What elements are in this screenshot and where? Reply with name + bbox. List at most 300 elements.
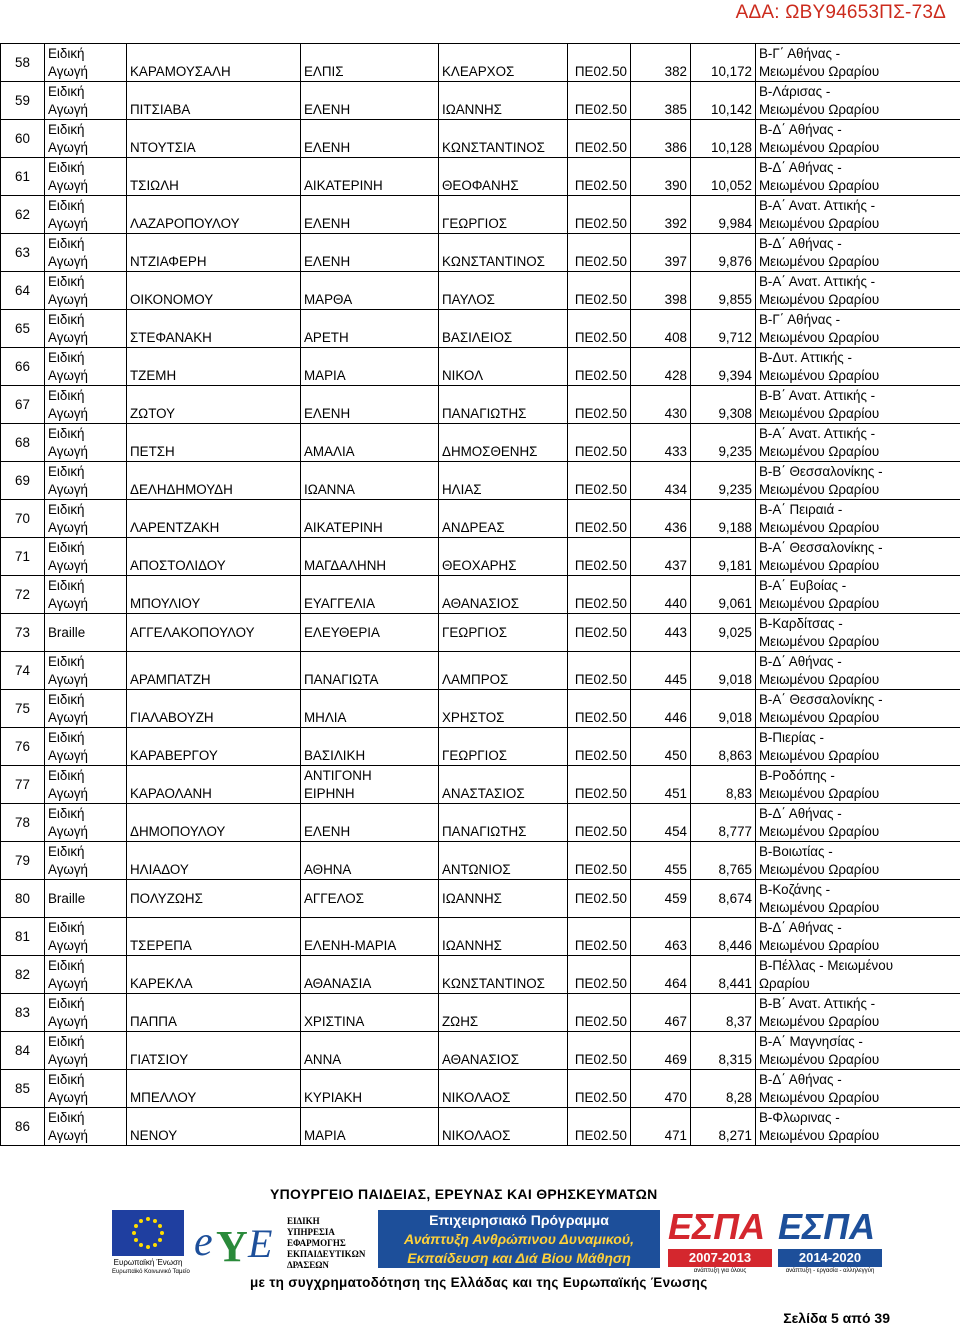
category-line: Ειδική: [48, 844, 85, 859]
eye-logo-icon: [190, 1209, 280, 1269]
surname-cell: ΛΑΖΑΡΟΠΟΥΛΟΥ: [127, 196, 301, 234]
espa-2014-logo: [778, 1206, 882, 1274]
father-name-cell: ΖΩΗΣ: [439, 994, 568, 1032]
district-line: Β-Πέλλας - Μειωμένου: [759, 958, 894, 973]
eu-flag-icon: [112, 1210, 184, 1256]
father-name-cell: ΚΩΝΣΤΑΝΤΙΝΟΣ: [439, 956, 568, 994]
father-name-cell: ΑΝΑΣΤΑΣΙΟΣ: [439, 766, 568, 804]
score-cell: 10,128: [691, 120, 756, 158]
district-line: Μειωμένου Ωραρίου: [759, 900, 880, 915]
table-row: [1, 386, 960, 424]
father-name-cell: ΘΕΟΦΑΝΗΣ: [439, 158, 568, 196]
district-line: Β-Α΄ Ανατ. Αττικής -: [759, 274, 876, 289]
father-name-cell: ΝΙΚΟΛΑΟΣ: [439, 1108, 568, 1146]
district-line: Β-Κοζάνης -: [759, 882, 831, 897]
category-cell: [45, 196, 127, 234]
category-line: Αγωγή: [48, 482, 88, 497]
row-number: 79: [1, 842, 45, 880]
district-line: Μειωμένου Ωραρίου: [759, 406, 880, 421]
category-cell: [45, 766, 127, 804]
category-line: Αγωγή: [48, 330, 88, 345]
table-row: [1, 120, 960, 158]
espa-years: 2007-2013: [668, 1249, 772, 1267]
surname-cell: ΠΕΤΣΗ: [127, 424, 301, 462]
surname-cell: ΜΠΟΥΛΙΟΥ: [127, 576, 301, 614]
district-cell: [756, 1032, 960, 1070]
district-cell: [756, 1070, 960, 1108]
rank-cell: 385: [631, 82, 691, 120]
first-name-cell: ΙΩΑΝΝΑ: [301, 462, 439, 500]
branch-cell: ΠΕ02.50: [568, 1032, 631, 1070]
score-cell: 9,984: [691, 196, 756, 234]
surname-cell: ΛΑΡΕΝΤΖΑΚΗ: [127, 500, 301, 538]
ada-code: ΑΔΑ: ΩΒΥ94653ΠΣ-73Δ: [735, 2, 946, 23]
row-number: 77: [1, 766, 45, 804]
surname-cell: ΣΤΕΦΑΝΑΚΗ: [127, 310, 301, 348]
first-name-cell: ΑΜΑΛΙΑ: [301, 424, 439, 462]
district-line: Μειωμένου Ωραρίου: [759, 216, 880, 231]
row-number: 75: [1, 690, 45, 728]
svg-text:E: E: [248, 1221, 273, 1266]
father-name-cell: ΧΡΗΣΤΟΣ: [439, 690, 568, 728]
first-name-cell: ΕΛΕΥΘΕΡΙΑ: [301, 614, 439, 652]
eye-line: ΕΙΔΙΚΗ: [287, 1216, 320, 1226]
category-line: Ειδική: [48, 312, 85, 327]
first-name-cell: ΕΛΕΝΗ-ΜΑΡΙΑ: [301, 918, 439, 956]
rank-cell: 390: [631, 158, 691, 196]
category-cell: [45, 462, 127, 500]
first-name-cell: ΑΘΑΝΑΣΙΑ: [301, 956, 439, 994]
category-line: Αγωγή: [48, 976, 88, 991]
score-cell: 10,052: [691, 158, 756, 196]
district-line: Β-Δ΄ Αθήνας -: [759, 122, 842, 137]
father-name-cell: ΒΑΣΙΛΕΙΟΣ: [439, 310, 568, 348]
rank-cell: 408: [631, 310, 691, 348]
surname-cell: ΠΟΛΥΖΩΗΣ: [127, 880, 301, 918]
row-number: 70: [1, 500, 45, 538]
eye-line: ΥΠΗΡΕΣΙΑ: [287, 1227, 335, 1237]
category-line: Αγωγή: [48, 368, 88, 383]
district-cell: [756, 272, 960, 310]
score-cell: 8,674: [691, 880, 756, 918]
category-line: Ειδική: [48, 654, 85, 669]
table-row: [1, 462, 960, 500]
rank-cell: 446: [631, 690, 691, 728]
district-cell: [756, 120, 960, 158]
rank-cell: 464: [631, 956, 691, 994]
category-cell: [45, 956, 127, 994]
father-name-cell: ΘΕΟΧΑΡΗΣ: [439, 538, 568, 576]
category-cell: [45, 424, 127, 462]
table-row: [1, 196, 960, 234]
score-cell: 9,855: [691, 272, 756, 310]
surname-cell: ΑΓΓΕΛΑΚΟΠΟΥΛΟΥ: [127, 614, 301, 652]
rank-cell: 470: [631, 1070, 691, 1108]
district-line: Β-Φλωρινας -: [759, 1110, 840, 1125]
district-line: Β-Βοιωτίας -: [759, 844, 833, 859]
score-cell: 8,83: [691, 766, 756, 804]
surname-cell: ΚΑΡΑΜΟΥΣΑΛΗ: [127, 44, 301, 82]
branch-cell: ΠΕ02.50: [568, 386, 631, 424]
eye-line: ΕΚΠΑΙΔΕΥΤΙΚΩΝ: [287, 1249, 366, 1259]
category-cell: [45, 1108, 127, 1146]
first-name-cell: ΜΗΛΙΑ: [301, 690, 439, 728]
district-cell: [756, 500, 960, 538]
district-line: Μειωμένου Ωραρίου: [759, 748, 880, 763]
category-line: Ειδική: [48, 1110, 85, 1125]
row-number: 85: [1, 1070, 45, 1108]
category-line: Ειδική: [48, 388, 85, 403]
first-name-cell: ΜΑΡΙΑ: [301, 348, 439, 386]
district-cell: [756, 766, 960, 804]
table-row: [1, 44, 960, 82]
district-line: Β-Πιερίας -: [759, 730, 824, 745]
district-cell: [756, 804, 960, 842]
district-line: Μειωμένου Ωραρίου: [759, 1014, 880, 1029]
table-row: [1, 918, 960, 956]
table-row: [1, 728, 960, 766]
district-line: Μειωμένου Ωραρίου: [759, 1052, 880, 1067]
table-row: [1, 234, 960, 272]
first-name-cell: ΑΡΕΤΗ: [301, 310, 439, 348]
category-cell: [45, 82, 127, 120]
district-line: Β-Α΄ Ανατ. Αττικής -: [759, 426, 876, 441]
table-row: [1, 956, 960, 994]
district-cell: [756, 462, 960, 500]
score-cell: 8,271: [691, 1108, 756, 1146]
score-cell: 9,876: [691, 234, 756, 272]
program-line-3: Εκπαίδευση και Διά Βίου Μάθηση: [407, 1250, 631, 1266]
surname-cell: ΓΙΑΛΑΒΟΥΖΗ: [127, 690, 301, 728]
father-name-cell: ΝΙΚΟΛ: [439, 348, 568, 386]
espa-2007-logo: [668, 1206, 772, 1274]
father-name-cell: ΠΑΥΛΟΣ: [439, 272, 568, 310]
category-cell: [45, 880, 127, 918]
footer-banner: [0, 1183, 960, 1293]
row-number: 76: [1, 728, 45, 766]
category-cell: [45, 804, 127, 842]
category-line: Ειδική: [48, 464, 85, 479]
row-number: 68: [1, 424, 45, 462]
surname-cell: ΚΑΡΑΟΛΑΝΗ: [127, 766, 301, 804]
category-cell: [45, 690, 127, 728]
district-line: Μειωμένου Ωραρίου: [759, 862, 880, 877]
rank-cell: 450: [631, 728, 691, 766]
surname-cell: ΜΠΕΛΛΟΥ: [127, 1070, 301, 1108]
row-number: 74: [1, 652, 45, 690]
category-cell: [45, 158, 127, 196]
appointments-table: [0, 43, 960, 1146]
eu-caption: Ευρωπαϊκή Ένωση: [113, 1258, 183, 1267]
rank-cell: 459: [631, 880, 691, 918]
first-name-cell: ΜΑΡΘΑ: [301, 272, 439, 310]
table-row: [1, 500, 960, 538]
surname-cell: ΖΩΤΟΥ: [127, 386, 301, 424]
score-cell: 8,28: [691, 1070, 756, 1108]
category-line: Αγωγή: [48, 596, 88, 611]
rank-cell: 437: [631, 538, 691, 576]
eu-logo: [112, 1210, 190, 1275]
branch-cell: ΠΕ02.50: [568, 842, 631, 880]
table-row: [1, 880, 960, 918]
table-body: [1, 44, 960, 1146]
district-cell: [756, 690, 960, 728]
category-line: Αγωγή: [48, 178, 88, 193]
first-name-cell: [301, 766, 439, 804]
district-line: Β-Α΄ Πειραιά -: [759, 502, 843, 517]
district-cell: [756, 348, 960, 386]
espa-years: 2014-2020: [778, 1249, 882, 1267]
surname-cell: ΔΕΛΗΔΗΜΟΥΔΗ: [127, 462, 301, 500]
category-cell: [45, 1032, 127, 1070]
district-cell: [756, 538, 960, 576]
surname-cell: ΓΙΑΤΣΙΟΥ: [127, 1032, 301, 1070]
surname-cell: ΑΡΑΜΠΑΤΖΗ: [127, 652, 301, 690]
district-line: Μειωμένου Ωραρίου: [759, 520, 880, 535]
category-line: Αγωγή: [48, 520, 88, 535]
eye-line: ΕΦΑΡΜΟΓΗΣ: [287, 1238, 346, 1248]
district-line: Μειωμένου Ωραρίου: [759, 292, 880, 307]
father-name-cell: ΛΑΜΠΡΟΣ: [439, 652, 568, 690]
table-row: [1, 614, 960, 652]
branch-cell: ΠΕ02.50: [568, 120, 631, 158]
father-name-cell: ΓΕΩΡΓΙΟΣ: [439, 196, 568, 234]
category-line: Ειδική: [48, 236, 85, 251]
branch-cell: ΠΕ02.50: [568, 196, 631, 234]
district-line: Β-Α΄ Θεσσαλονίκης -: [759, 692, 883, 707]
table-row: [1, 538, 960, 576]
district-cell: [756, 576, 960, 614]
branch-cell: ΠΕ02.50: [568, 918, 631, 956]
district-line: Β-Δ΄ Αθήνας -: [759, 236, 842, 251]
father-name-cell: ΑΘΑΝΑΣΙΟΣ: [439, 1032, 568, 1070]
surname-cell: ΠΙΤΣΙΑΒΑ: [127, 82, 301, 120]
eye-agency-text: [287, 1216, 365, 1271]
category-line: Ειδική: [48, 768, 85, 783]
table-row: [1, 576, 960, 614]
rank-cell: 436: [631, 500, 691, 538]
category-line: Braille: [48, 890, 86, 906]
row-number: 64: [1, 272, 45, 310]
surname-cell: ΝΤΖΙΑΦΕΡΗ: [127, 234, 301, 272]
district-line: Β-Α΄ Ευβοίας -: [759, 578, 847, 593]
category-line: Ειδική: [48, 692, 85, 707]
table-row: [1, 272, 960, 310]
district-cell: [756, 728, 960, 766]
score-cell: 10,142: [691, 82, 756, 120]
ministry-title: ΥΠΟΥΡΓΕΙΟ ΠΑΙΔΕΙΑΣ, ΕΡΕΥΝΑΣ ΚΑΙ ΘΡΗΣΚΕΥΜΑΤΩΝ: [270, 1186, 658, 1202]
row-number: 58: [1, 44, 45, 82]
district-line: Μειωμένου Ωραρίου: [759, 178, 880, 193]
district-line: Β-Δ΄ Αθήνας -: [759, 806, 842, 821]
first-name-cell: ΕΛΕΝΗ: [301, 120, 439, 158]
score-cell: 10,172: [691, 44, 756, 82]
first-name-cell: ΑΝΝΑ: [301, 1032, 439, 1070]
table-row: [1, 348, 960, 386]
score-cell: 9,018: [691, 652, 756, 690]
table-row: [1, 842, 960, 880]
surname-cell: ΤΣΕΡΕΠΑ: [127, 918, 301, 956]
table-row: [1, 424, 960, 462]
category-line: Ειδική: [48, 996, 85, 1011]
category-line: Ειδική: [48, 502, 85, 517]
first-name-cell: ΕΛΕΝΗ: [301, 82, 439, 120]
score-cell: 9,181: [691, 538, 756, 576]
district-cell: [756, 234, 960, 272]
rank-cell: 392: [631, 196, 691, 234]
surname-cell: ΠΑΠΠΑ: [127, 994, 301, 1032]
score-cell: 9,235: [691, 424, 756, 462]
first-name-line: ΑΝΤΙΓΟΝΗ: [304, 768, 372, 783]
father-name-cell: ΚΛΕΑΡΧΟΣ: [439, 44, 568, 82]
category-cell: [45, 538, 127, 576]
category-line: Ειδική: [48, 198, 85, 213]
rank-cell: 471: [631, 1108, 691, 1146]
cofinance-text: με τη συγχρηματοδότηση της Ελλάδας και της Ευρωπαϊκής Ένωσης: [250, 1275, 708, 1290]
category-line: Ειδική: [48, 920, 85, 935]
father-name-cell: ΝΙΚΟΛΑΟΣ: [439, 1070, 568, 1108]
category-cell: [45, 652, 127, 690]
row-number: 78: [1, 804, 45, 842]
table-row: [1, 690, 960, 728]
district-cell: [756, 994, 960, 1032]
page-number: Σελίδα 5 από 39: [783, 1310, 890, 1326]
category-line: Αγωγή: [48, 786, 88, 801]
row-number: 71: [1, 538, 45, 576]
branch-cell: ΠΕ02.50: [568, 1108, 631, 1146]
category-cell: [45, 272, 127, 310]
rank-cell: 454: [631, 804, 691, 842]
category-cell: [45, 120, 127, 158]
category-line: Αγωγή: [48, 1128, 88, 1143]
district-line: Μειωμένου Ωραρίου: [759, 1128, 880, 1143]
surname-cell: ΗΛΙΑΔΟΥ: [127, 842, 301, 880]
branch-cell: ΠΕ02.50: [568, 158, 631, 196]
first-name-cell: ΧΡΙΣΤΙΝΑ: [301, 994, 439, 1032]
score-cell: 9,188: [691, 500, 756, 538]
category-cell: [45, 994, 127, 1032]
rank-cell: 386: [631, 120, 691, 158]
category-line: Αγωγή: [48, 710, 88, 725]
category-line: Αγωγή: [48, 216, 88, 231]
category-line: Ειδική: [48, 540, 85, 555]
eye-line: ΔΡΑΣΕΩΝ: [287, 1260, 329, 1270]
category-line: Αγωγή: [48, 748, 88, 763]
row-number: 72: [1, 576, 45, 614]
rank-cell: 434: [631, 462, 691, 500]
row-number: 66: [1, 348, 45, 386]
surname-cell: ΚΑΡΕΚΛΑ: [127, 956, 301, 994]
category-line: Αγωγή: [48, 558, 88, 573]
rank-cell: 445: [631, 652, 691, 690]
district-line: Β-Β΄ Ανατ. Αττικής -: [759, 388, 876, 403]
branch-cell: ΠΕ02.50: [568, 766, 631, 804]
score-cell: 9,018: [691, 690, 756, 728]
branch-cell: ΠΕ02.50: [568, 956, 631, 994]
surname-cell: ΚΑΡΑΒΕΡΓΟΥ: [127, 728, 301, 766]
district-line: Μειωμένου Ωραρίου: [759, 786, 880, 801]
rank-cell: 467: [631, 994, 691, 1032]
category-line: Ειδική: [48, 274, 85, 289]
row-number: 81: [1, 918, 45, 956]
category-line: Ειδική: [48, 1034, 85, 1049]
district-line: Μειωμένου Ωραρίου: [759, 824, 880, 839]
category-cell: [45, 728, 127, 766]
branch-cell: ΠΕ02.50: [568, 500, 631, 538]
district-line: Μειωμένου Ωραρίου: [759, 1090, 880, 1105]
district-line: Μειωμένου Ωραρίου: [759, 102, 880, 117]
table-row: [1, 652, 960, 690]
score-cell: 8,446: [691, 918, 756, 956]
district-line: Μειωμένου Ωραρίου: [759, 672, 880, 687]
father-name-cell: ΠΑΝΑΓΙΩΤΗΣ: [439, 386, 568, 424]
branch-cell: ΠΕ02.50: [568, 728, 631, 766]
score-cell: 9,712: [691, 310, 756, 348]
branch-cell: ΠΕ02.50: [568, 690, 631, 728]
surname-cell: ΝΤΟΥΤΣΙΑ: [127, 120, 301, 158]
district-line: Μειωμένου Ωραρίου: [759, 710, 880, 725]
father-name-cell: ΔΗΜΟΣΘΕΝΗΣ: [439, 424, 568, 462]
district-cell: [756, 652, 960, 690]
row-number: 60: [1, 120, 45, 158]
rank-cell: 398: [631, 272, 691, 310]
category-line: Αγωγή: [48, 254, 88, 269]
father-name-cell: ΙΩΑΝΝΗΣ: [439, 880, 568, 918]
row-number: 80: [1, 880, 45, 918]
category-line: Αγωγή: [48, 102, 88, 117]
district-cell: [756, 1108, 960, 1146]
branch-cell: ΠΕ02.50: [568, 424, 631, 462]
district-line: Μειωμένου Ωραρίου: [759, 254, 880, 269]
category-line: Αγωγή: [48, 672, 88, 687]
branch-cell: ΠΕ02.50: [568, 44, 631, 82]
district-line: Μειωμένου Ωραρίου: [759, 444, 880, 459]
table-row: [1, 804, 960, 842]
father-name-cell: ΑΘΑΝΑΣΙΟΣ: [439, 576, 568, 614]
first-name-cell: ΕΛΕΝΗ: [301, 386, 439, 424]
first-name-cell: ΕΛΕΝΗ: [301, 804, 439, 842]
branch-cell: ΠΕ02.50: [568, 348, 631, 386]
district-line: Β-Α΄ Ανατ. Αττικής -: [759, 198, 876, 213]
espa-word: ΕΣΠΑ: [778, 1206, 876, 1247]
rank-cell: 440: [631, 576, 691, 614]
category-line: Ειδική: [48, 122, 85, 137]
district-line: Μειωμένου Ωραρίου: [759, 64, 880, 79]
district-cell: [756, 880, 960, 918]
category-line: Αγωγή: [48, 444, 88, 459]
first-name-cell: ΑΙΚΑΤΕΡΙΝΗ: [301, 158, 439, 196]
espa-tag: ανάπτυξη - εργασία - αλληλεγγύη: [785, 1268, 875, 1274]
branch-cell: ΠΕ02.50: [568, 272, 631, 310]
district-cell: [756, 82, 960, 120]
score-cell: 9,061: [691, 576, 756, 614]
row-number: 84: [1, 1032, 45, 1070]
branch-cell: ΠΕ02.50: [568, 576, 631, 614]
espa-word: ΕΣΠΑ: [668, 1206, 766, 1247]
category-line: Αγωγή: [48, 1052, 88, 1067]
district-line: Β-Λάρισας -: [759, 84, 831, 99]
branch-cell: ΠΕ02.50: [568, 994, 631, 1032]
rank-cell: 469: [631, 1032, 691, 1070]
rank-cell: 463: [631, 918, 691, 956]
district-line: Ωραρίου: [759, 976, 810, 991]
score-cell: 8,863: [691, 728, 756, 766]
category-line: Braille: [48, 624, 86, 640]
category-cell: [45, 44, 127, 82]
svg-text:Y: Y: [216, 1222, 248, 1269]
espa-tag: ανάπτυξη για όλους: [693, 1268, 747, 1274]
district-line: Β-Α΄ Μαγνησίας -: [759, 1034, 863, 1049]
